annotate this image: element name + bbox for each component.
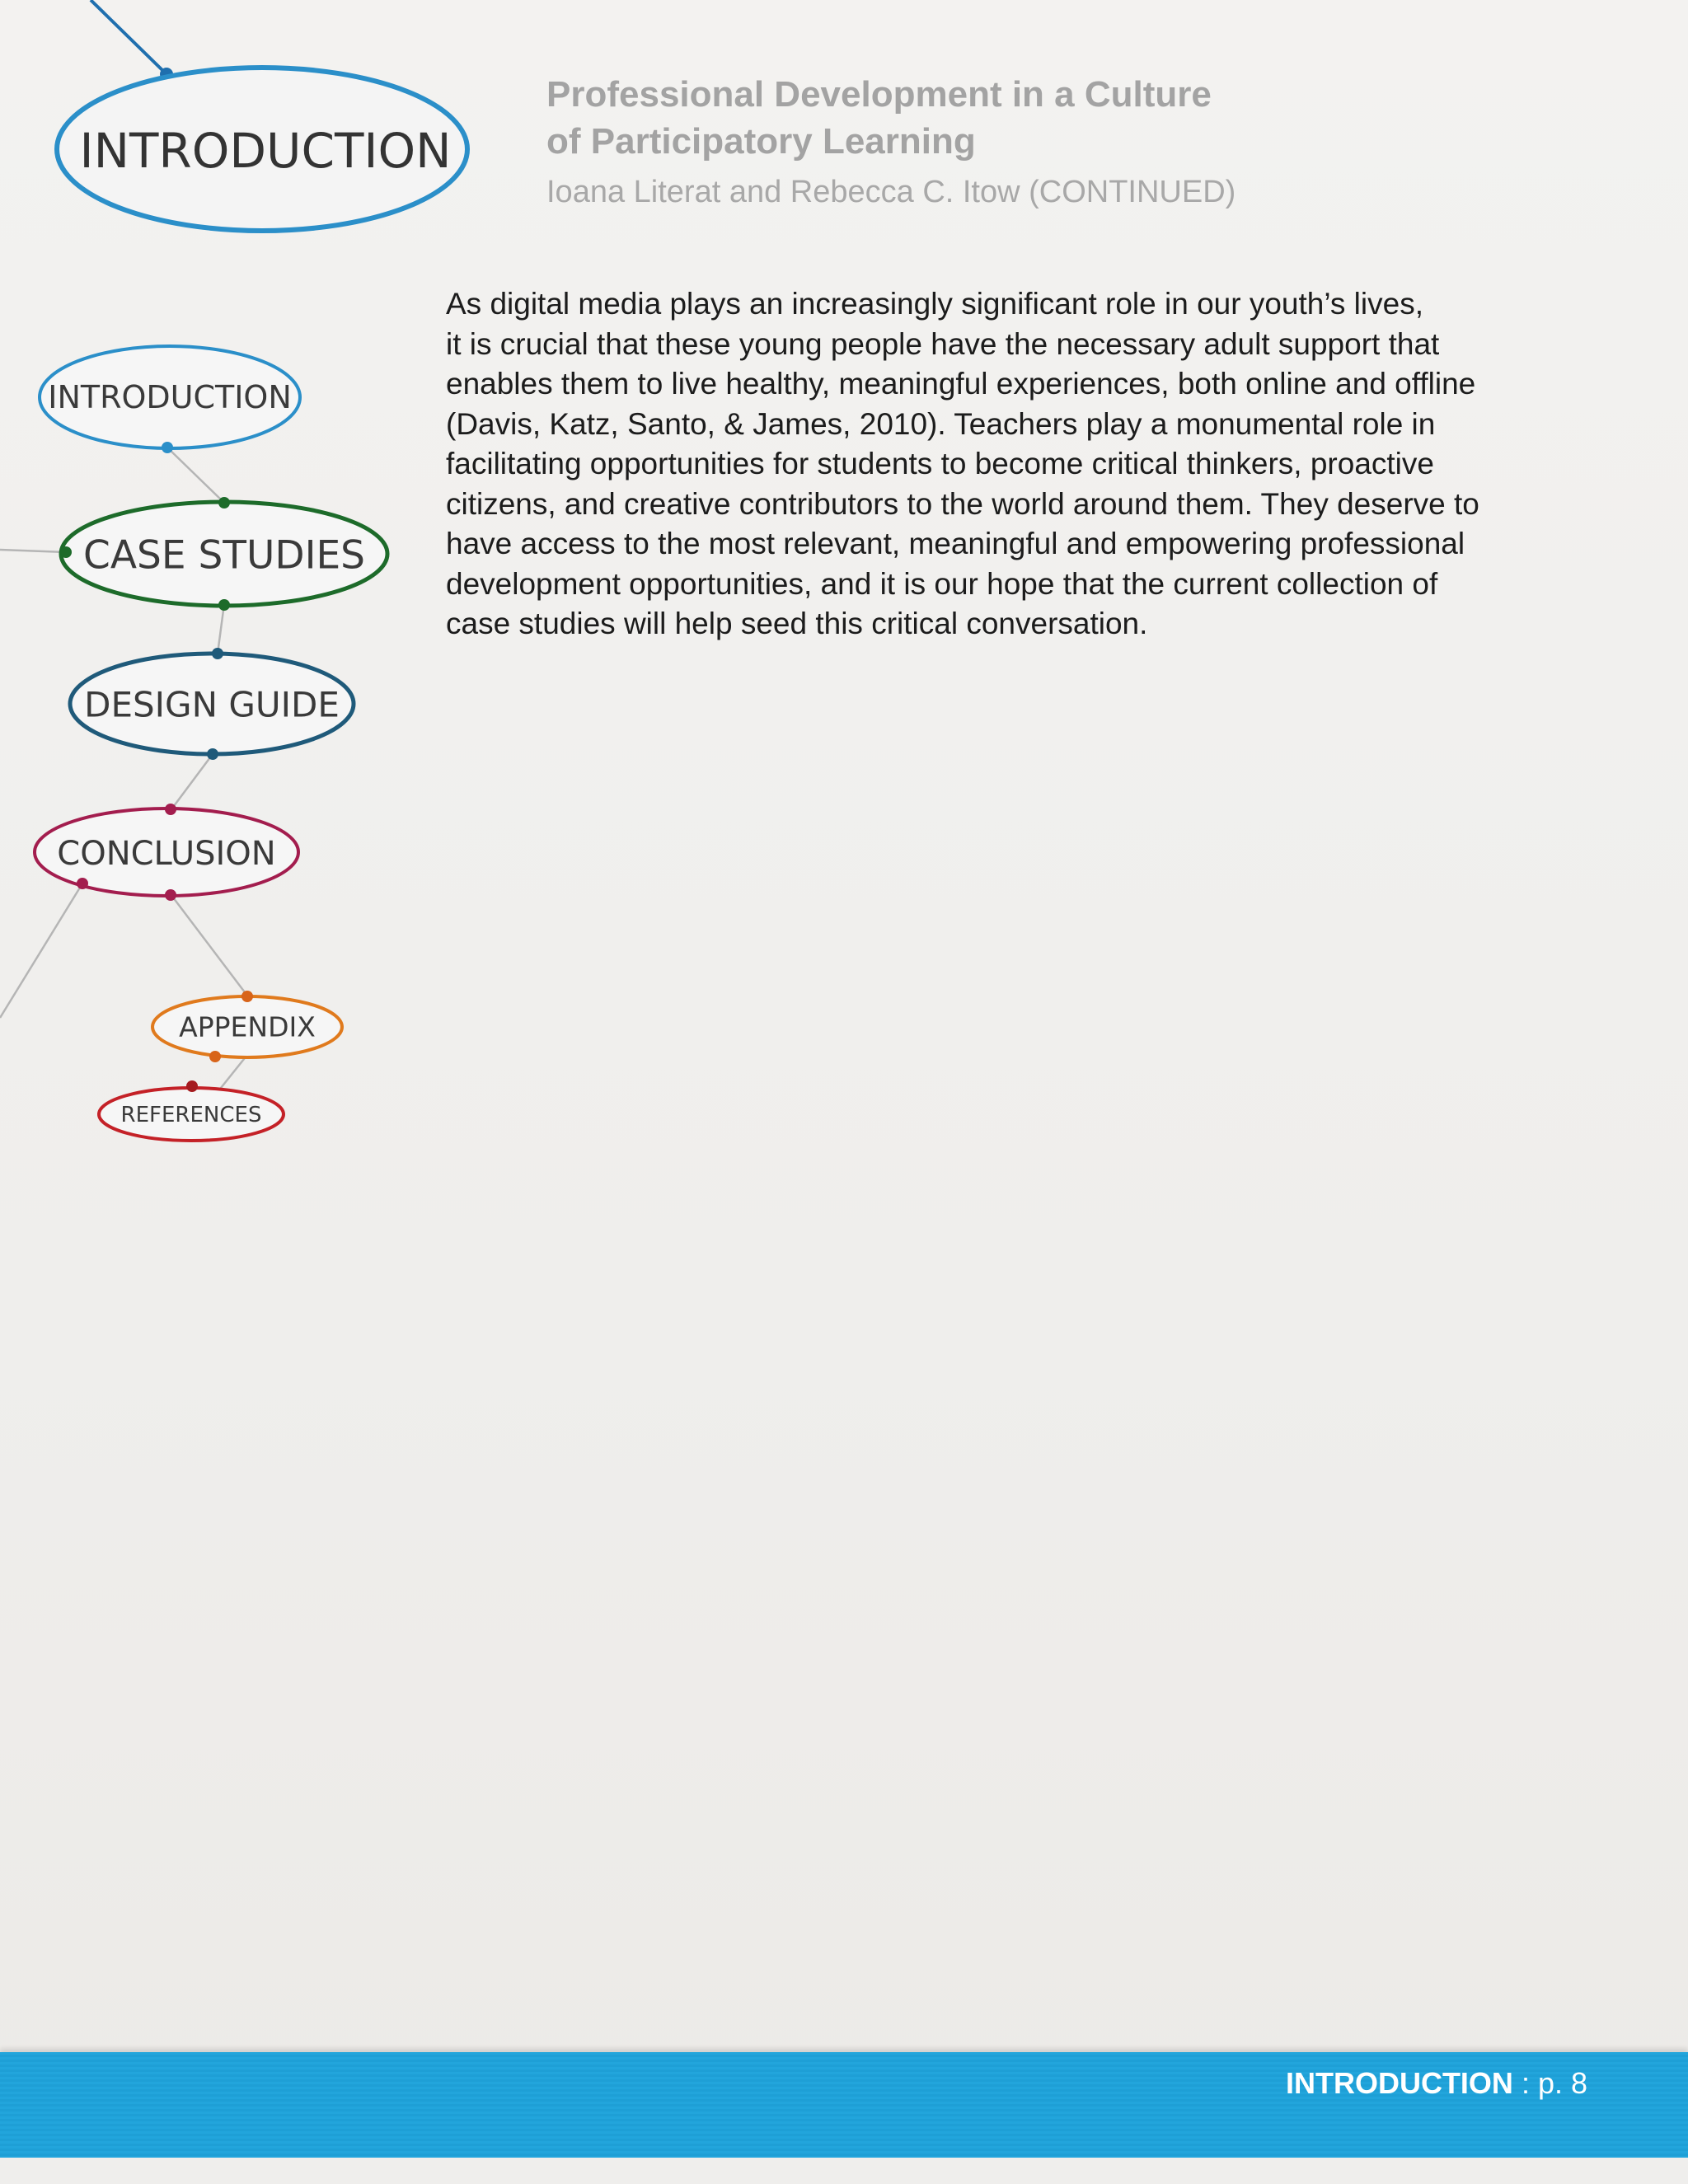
current-section-label: INTRODUCTION: [79, 123, 452, 179]
document-title: [546, 71, 1305, 165]
body-line: have access to the most relevant, meaningful and empowering professional: [446, 527, 1465, 560]
body-line: case studies will help seed this critical conversation.: [446, 607, 1148, 640]
footer-section-label: INTRODUCTION: [1285, 2066, 1513, 2100]
body-line: (Davis, Katz, Santo, & James, 2010). Teachers play a monumental role in: [446, 406, 1436, 441]
document-header: [546, 71, 1371, 211]
footer-page-indicator: [1286, 2064, 1587, 2102]
authors-line: Ioana Literat and Rebecca C. Itow (CONTINUED): [546, 175, 1236, 209]
nav-label-appendix[interactable]: APPENDIX: [179, 1010, 316, 1043]
footer-bottom-margin: [0, 2158, 1688, 2184]
body-line: enables them to live healthy, meaningful experiences, both online and offline: [446, 367, 1476, 401]
body-line: development opportunities, and it is our hope that the current collection of: [446, 566, 1438, 601]
title-line-1: Professional Development in a Culture: [546, 74, 1212, 115]
body-line: As digital media plays an increasingly significant role in our youth’s lives,: [446, 287, 1423, 321]
nav-label-conclusion[interactable]: CONCLUSION: [57, 835, 276, 873]
body-line: it is crucial that these young people have the necessary adult support that: [446, 326, 1440, 361]
body-paragraph: [446, 284, 1600, 644]
title-line-2: of Participatory Learning: [546, 121, 976, 162]
body-line: citizens, and creative contributors to the world around them. They deserve to: [446, 486, 1479, 521]
intro-connector-line: [91, 0, 166, 74]
footer-page-number: : p. 8: [1512, 2066, 1587, 2100]
body-line: facilitating opportunities for students to become critical thinkers, proactive: [446, 447, 1434, 480]
nav-label-case-studies[interactable]: CASE STUDIES: [83, 532, 365, 579]
nav-label-references[interactable]: REFERENCES: [120, 1103, 262, 1127]
nav-label-design-guide[interactable]: DESIGN GUIDE: [84, 684, 340, 725]
nav-label-introduction[interactable]: INTRODUCTION: [48, 379, 292, 415]
